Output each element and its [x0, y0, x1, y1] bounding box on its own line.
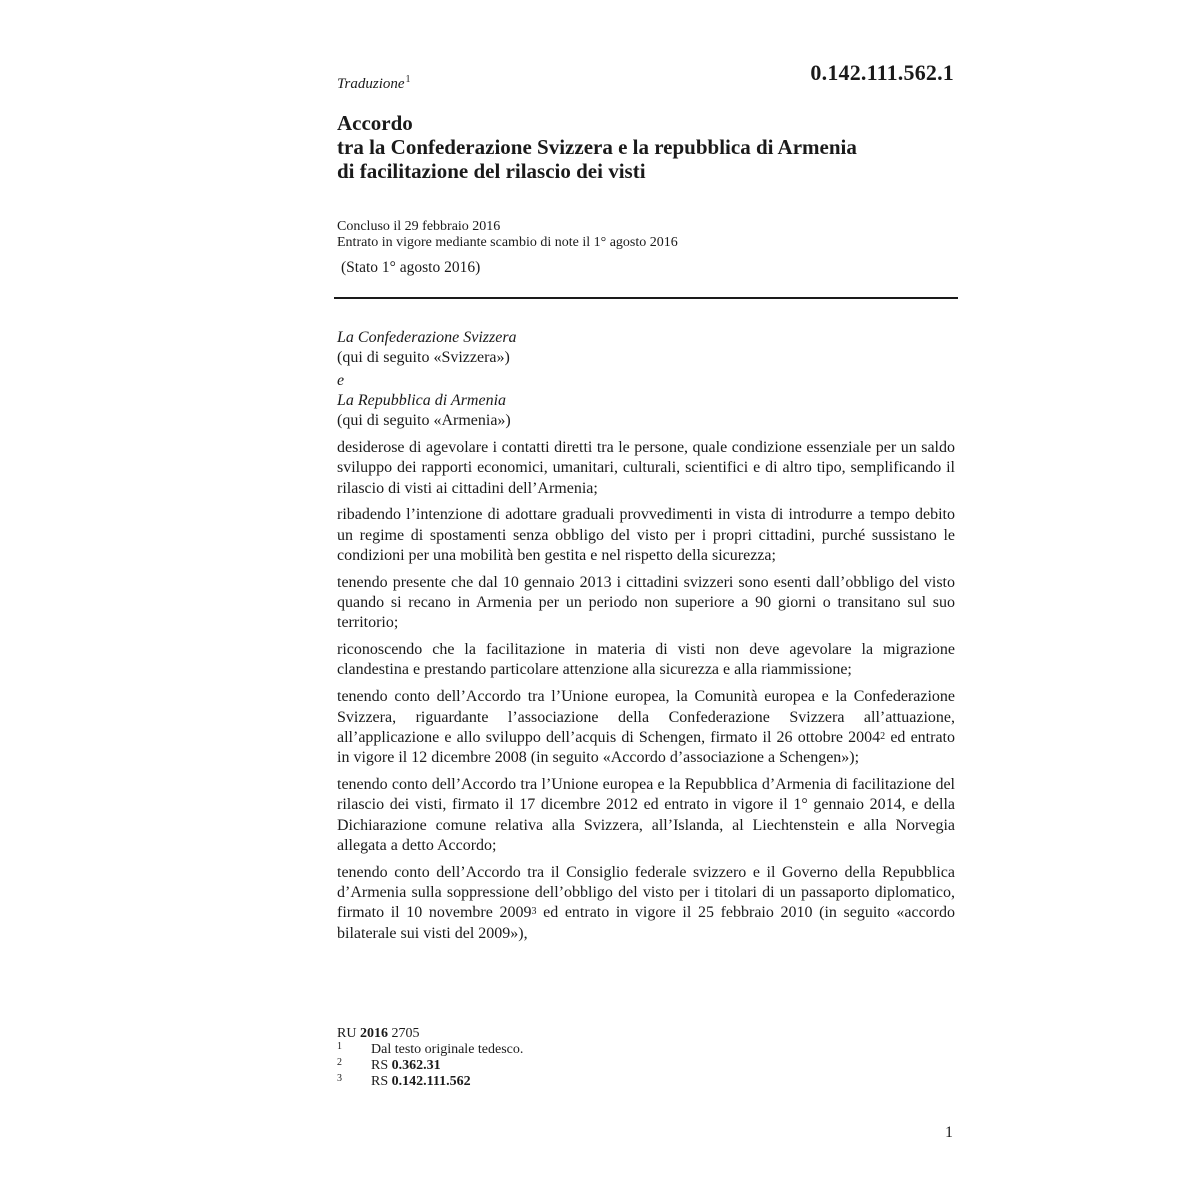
- preamble-paragraph: tenendo presente che dal 10 gennaio 2013 i cittadini svizzeri sono esenti dall’obbligo del visto quando si recano in Armenia per un periodo non superiore a 90 giorni o transitano sul suo territorio;: [337, 573, 955, 632]
- footnote-text: RS: [371, 1074, 392, 1089]
- footnote: [337, 1074, 523, 1090]
- page-number: 1: [945, 1124, 953, 1141]
- footnote-link[interactable]: 0.142.111.562: [391, 1074, 471, 1089]
- preamble-paragraph: riconoscendo che la facilitazione in materia di visti non deve agevolare la migrazione clandestina e prestando particolare attenzione alla sicurezza e alla riammissione;: [337, 641, 955, 679]
- status-date: (Stato 1° agosto 2016): [341, 259, 481, 276]
- preamble-paragraph: desiderose di agevolare i contatti diretti tra le persone, quale condizione essenziale per un saldo sviluppo dei rapporti economici, umanitari, culturali, scientifici e di altro tipo, semplificando il rilascio di visti ai cittadini dell’Armenia;: [337, 438, 955, 497]
- footnote-list: [337, 1042, 523, 1090]
- translation-note: [337, 76, 411, 93]
- translation-label: Traduzione: [337, 76, 405, 92]
- party-2-name: La Repubblica di Armenia: [337, 391, 507, 409]
- footnote-number: 3: [337, 1073, 342, 1084]
- footnotes: [337, 1026, 523, 1090]
- footnote-ref-1[interactable]: 1: [405, 74, 411, 85]
- party-2-short: (qui di seguito «Armenia»): [337, 412, 511, 430]
- footnote-ref-2[interactable]: 2: [880, 730, 886, 742]
- agreement-metadata: [337, 219, 678, 251]
- title-line-1: Accordo: [337, 111, 413, 135]
- ru-year: 2016: [359, 1026, 388, 1041]
- preamble-text: tenendo conto dell’Accordo tra il Consiglio federale svizzero e il Governo della Repubblica d’Armenia sulla soppressione dell’obbligo del visto per i titolari di un passaporto diplomatico, firmato il 10 novembre 2009: [337, 863, 955, 922]
- preamble-text: ed entrato in vigore il 25 febbraio 2010 (in seguito «accordo bilaterale sui visti del 2009»),: [337, 904, 955, 942]
- conjunction: e: [337, 371, 345, 389]
- footnote-link[interactable]: 0.362.31: [391, 1058, 441, 1073]
- concluded-date: Concluso il 29 febbraio 2016: [337, 219, 501, 234]
- preamble-paragraph: [337, 687, 955, 768]
- party-1-short: (qui di seguito «Svizzera»): [337, 349, 510, 367]
- sr-number: 0.142.111.562.1: [810, 60, 954, 85]
- ru-prefix: RU: [337, 1026, 357, 1041]
- preamble-paragraph: [337, 863, 955, 944]
- footnote-number: 2: [337, 1057, 342, 1068]
- footnote-number: 1: [337, 1041, 342, 1052]
- preamble-paragraph: ribadendo l’intenzione di adottare graduali provvedimenti in vista di introdurre a tempo debito un regime di spostamenti senza obbligo del visto per i propri cittadini, purché sussistano le condizioni per una mobilità ben gestita e nel rispetto della sicurezza;: [337, 506, 955, 564]
- preamble-text: tenendo conto dell’Accordo tra l’Unione europea, la Comunità europea e la Confederazione Svizzera, riguardante l’associazione della Confederazione Svizzera all’attuazione, all’applicazione e allo sviluppo dell’acquis di Schengen, firmato il 26 ottobre 2004: [337, 688, 955, 746]
- title-line-2: tra la Confederazione Svizzera e la repubblica di Armenia: [337, 135, 857, 159]
- entry-into-force: Entrato in vigore mediante scambio di note il 1° agosto 2016: [337, 235, 678, 250]
- footnote-text: RS: [371, 1058, 392, 1073]
- footnote-ref-3[interactable]: 3: [531, 906, 537, 918]
- preamble: [337, 328, 955, 950]
- preamble-text: ed entrato in vigore il 12 dicembre 2008 (in seguito «Accordo d’associazione a Schengen»);: [337, 728, 955, 767]
- footnote-text: Dal testo originale tedesco.: [371, 1042, 524, 1057]
- ru-page: 2705: [391, 1026, 420, 1041]
- party-1-name: La Confederazione Svizzera: [337, 329, 517, 346]
- page-title: [337, 111, 977, 183]
- preamble-paragraph: tenendo conto dell’Accordo tra l’Unione europea e la Repubblica d’Armenia di facilitazione del rilascio dei visti, firmato il 17 dicembre 2012 ed entrato in vigore il 1° gennaio 2014, e della Dichiarazione comune relativa alla Svizzera, all’Islanda, al Liechtenstein e alla Norvegia allegata a detto Accordo;: [337, 775, 955, 854]
- title-line-3: di facilitazione del rilascio dei visti: [337, 159, 646, 183]
- header-divider: [334, 297, 958, 299]
